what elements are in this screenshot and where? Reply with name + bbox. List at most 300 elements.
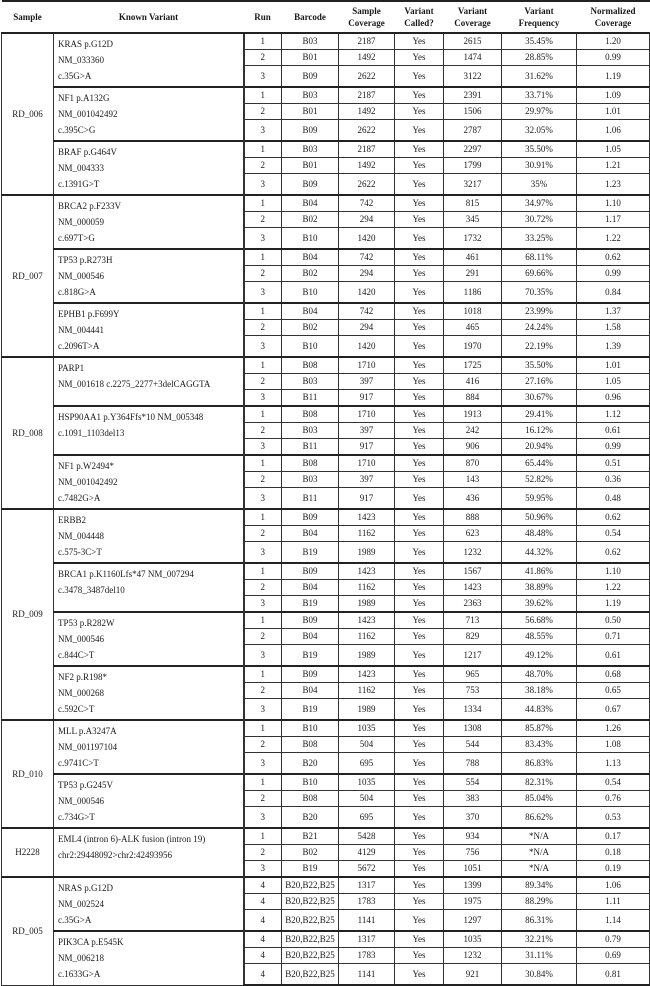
normalized-coverage-cell: 1.39 bbox=[577, 336, 650, 358]
variant-line: c.575-3C>T bbox=[58, 547, 102, 557]
run-cell: 2 bbox=[244, 629, 282, 645]
variant-coverage-cell: 544 bbox=[444, 737, 502, 753]
variant-line: NM_001618 c.2275_2277+3delCAGGTA bbox=[58, 379, 211, 389]
variant-frequency-cell: 48.70% bbox=[502, 666, 577, 683]
known-variant bbox=[54, 774, 244, 828]
variant-line: TP53 p.R282W bbox=[58, 618, 115, 628]
normalized-coverage-cell: 1.22 bbox=[577, 228, 650, 250]
known-variant bbox=[54, 455, 244, 509]
normalized-coverage-cell: 1.26 bbox=[577, 720, 650, 737]
barcode-cell: B20,B22,B25 bbox=[282, 931, 339, 948]
variant-frequency-cell: 68.11% bbox=[502, 249, 577, 266]
variant-called-cell: Yes bbox=[395, 282, 444, 304]
run-cell: 4 bbox=[244, 931, 282, 948]
normalized-coverage-cell: 0.61 bbox=[577, 423, 650, 439]
variant-called-cell: Yes bbox=[395, 612, 444, 629]
normalized-coverage-cell: 0.54 bbox=[577, 526, 650, 542]
variant-called-cell: Yes bbox=[395, 861, 444, 878]
variant-called-cell: Yes bbox=[395, 828, 444, 845]
header-sample-coverage: Sample Coverage bbox=[339, 1, 395, 33]
barcode-cell: B04 bbox=[282, 303, 339, 320]
normalized-coverage-cell: 0.69 bbox=[577, 948, 650, 964]
run-cell: 2 bbox=[244, 791, 282, 807]
normalized-coverage-cell: 0.54 bbox=[577, 774, 650, 791]
sample-coverage-cell: 695 bbox=[339, 753, 395, 775]
sample-coverage-cell: 397 bbox=[339, 472, 395, 488]
barcode-cell: B11 bbox=[282, 390, 339, 407]
sample-coverage-cell: 294 bbox=[339, 320, 395, 336]
known-variant bbox=[54, 195, 244, 249]
variant-coverage-cell: 1567 bbox=[444, 563, 502, 580]
variant-coverage-cell: 623 bbox=[444, 526, 502, 542]
variant-frequency-cell: 69.66% bbox=[502, 266, 577, 282]
run-cell: 2 bbox=[244, 104, 282, 120]
variant-line: c.35G>A bbox=[58, 915, 92, 925]
normalized-coverage-cell: 0.50 bbox=[577, 612, 650, 629]
normalized-coverage-cell: 1.37 bbox=[577, 303, 650, 320]
variant-called-cell: Yes bbox=[395, 542, 444, 564]
table-row bbox=[2, 303, 650, 320]
variant-called-cell: Yes bbox=[395, 964, 444, 986]
run-cell: 2 bbox=[244, 320, 282, 336]
barcode-cell: B10 bbox=[282, 228, 339, 250]
table-row bbox=[2, 828, 650, 845]
sample-coverage-cell: 1420 bbox=[339, 336, 395, 358]
sample-coverage-cell: 1989 bbox=[339, 699, 395, 721]
header-row bbox=[2, 1, 650, 33]
variant-line: chr2:29448092>chr2:42493956 bbox=[58, 850, 173, 860]
barcode-cell: B08 bbox=[282, 406, 339, 423]
variant-called-cell: Yes bbox=[395, 374, 444, 390]
variant-called-cell: Yes bbox=[395, 948, 444, 964]
variant-called-cell: Yes bbox=[395, 807, 444, 829]
variant-frequency-cell: 30.91% bbox=[502, 158, 577, 174]
variant-frequency-cell: 27.16% bbox=[502, 374, 577, 390]
run-cell: 1 bbox=[244, 828, 282, 845]
variant-coverage-cell: 934 bbox=[444, 828, 502, 845]
variant-coverage-cell: 242 bbox=[444, 423, 502, 439]
normalized-coverage-cell: 0.53 bbox=[577, 807, 650, 829]
variant-called-cell: Yes bbox=[395, 249, 444, 266]
variant-coverage-cell: 345 bbox=[444, 212, 502, 228]
variant-frequency-cell: 48.48% bbox=[502, 526, 577, 542]
sample-coverage-cell: 2187 bbox=[339, 33, 395, 50]
variant-coverage-cell: 1051 bbox=[444, 861, 502, 878]
run-cell: 4 bbox=[244, 877, 282, 894]
variant-line: EPHB1 p.F699Y bbox=[58, 309, 120, 319]
variant-frequency-cell: 16.12% bbox=[502, 423, 577, 439]
sample-coverage-cell: 1423 bbox=[339, 509, 395, 526]
run-cell: 2 bbox=[244, 845, 282, 861]
variant-line: c.3478_3487del10 bbox=[58, 585, 125, 595]
known-variant bbox=[54, 612, 244, 666]
variant-frequency-cell: 32.05% bbox=[502, 120, 577, 142]
run-cell: 3 bbox=[244, 228, 282, 250]
run-cell: 2 bbox=[244, 374, 282, 390]
run-cell: 3 bbox=[244, 542, 282, 564]
barcode-cell: B08 bbox=[282, 357, 339, 374]
normalized-coverage-cell: 0.17 bbox=[577, 828, 650, 845]
variant-coverage-cell: 1297 bbox=[444, 910, 502, 932]
variant-line: NM_033360 bbox=[58, 55, 105, 65]
normalized-coverage-cell: 1.13 bbox=[577, 753, 650, 775]
variant-coverage-cell: 370 bbox=[444, 807, 502, 829]
variant-coverage-cell: 1334 bbox=[444, 699, 502, 721]
run-cell: 2 bbox=[244, 423, 282, 439]
table-row bbox=[2, 774, 650, 791]
variant-called-cell: Yes bbox=[395, 320, 444, 336]
variant-frequency-cell: 44.32% bbox=[502, 542, 577, 564]
run-cell: 3 bbox=[244, 807, 282, 829]
sample-id: RD_009 bbox=[2, 509, 54, 720]
variant-line: MLL p.A3247A bbox=[58, 726, 117, 736]
variant-frequency-cell: 30.67% bbox=[502, 390, 577, 407]
sample-coverage-cell: 1989 bbox=[339, 542, 395, 564]
normalized-coverage-cell: 0.76 bbox=[577, 791, 650, 807]
table-row bbox=[2, 141, 650, 158]
table-row bbox=[2, 455, 650, 472]
variant-line: NM_001197104 bbox=[58, 742, 118, 752]
variant-called-cell: Yes bbox=[395, 228, 444, 250]
variant-frequency-cell: 56.68% bbox=[502, 612, 577, 629]
barcode-cell: B09 bbox=[282, 509, 339, 526]
variant-frequency-cell: 88.29% bbox=[502, 894, 577, 910]
variant-coverage-cell: 2787 bbox=[444, 120, 502, 142]
variant-frequency-cell: 86.62% bbox=[502, 807, 577, 829]
variant-frequency-cell: 22.19% bbox=[502, 336, 577, 358]
run-cell: 2 bbox=[244, 50, 282, 66]
variant-line: TP53 p.R273H bbox=[58, 255, 113, 265]
variant-coverage-cell: 1799 bbox=[444, 158, 502, 174]
sample-id: RD_006 bbox=[2, 33, 54, 195]
run-cell: 3 bbox=[244, 861, 282, 878]
variant-called-cell: Yes bbox=[395, 509, 444, 526]
variant-called-cell: Yes bbox=[395, 455, 444, 472]
variant-frequency-cell: *N/A bbox=[502, 845, 577, 861]
variant-frequency-cell: 70.35% bbox=[502, 282, 577, 304]
variant-coverage-cell: 1423 bbox=[444, 580, 502, 596]
variant-line: NM_001042492 bbox=[58, 109, 118, 119]
normalized-coverage-cell: 0.84 bbox=[577, 282, 650, 304]
variant-frequency-cell: 29.41% bbox=[502, 406, 577, 423]
variant-called-cell: Yes bbox=[395, 683, 444, 699]
run-cell: 2 bbox=[244, 472, 282, 488]
variant-line: BRCA1 p.K1160Lfs*47 NM_007294 bbox=[58, 569, 194, 579]
variant-line: c.592C>T bbox=[58, 704, 95, 714]
sample-coverage-cell: 2622 bbox=[339, 66, 395, 88]
sample-coverage-cell: 742 bbox=[339, 195, 395, 212]
variant-called-cell: Yes bbox=[395, 33, 444, 50]
known-variant bbox=[54, 87, 244, 141]
table-row bbox=[2, 666, 650, 683]
normalized-coverage-cell: 0.36 bbox=[577, 472, 650, 488]
variant-line: c.395C>G bbox=[58, 125, 96, 135]
barcode-cell: B01 bbox=[282, 104, 339, 120]
normalized-coverage-cell: 1.19 bbox=[577, 66, 650, 88]
run-cell: 1 bbox=[244, 666, 282, 683]
variant-frequency-cell: 41.86% bbox=[502, 563, 577, 580]
variant-coverage-cell: 1913 bbox=[444, 406, 502, 423]
variant-line: c.697T>G bbox=[58, 233, 95, 243]
sample-coverage-cell: 917 bbox=[339, 439, 395, 456]
variant-frequency-cell: 38.89% bbox=[502, 580, 577, 596]
known-variant bbox=[54, 249, 244, 303]
variant-called-cell: Yes bbox=[395, 336, 444, 358]
run-cell: 4 bbox=[244, 964, 282, 986]
table-body bbox=[2, 33, 650, 985]
variant-coverage-cell: 829 bbox=[444, 629, 502, 645]
variant-coverage-cell: 461 bbox=[444, 249, 502, 266]
variant-coverage-cell: 870 bbox=[444, 455, 502, 472]
variant-coverage-cell: 416 bbox=[444, 374, 502, 390]
variant-line: c.7482G>A bbox=[58, 493, 101, 503]
run-cell: 1 bbox=[244, 87, 282, 104]
normalized-coverage-cell: 0.99 bbox=[577, 50, 650, 66]
run-cell: 3 bbox=[244, 753, 282, 775]
run-cell: 3 bbox=[244, 390, 282, 407]
run-cell: 4 bbox=[244, 894, 282, 910]
variant-coverage-cell: 815 bbox=[444, 195, 502, 212]
barcode-cell: B20,B22,B25 bbox=[282, 894, 339, 910]
barcode-cell: B10 bbox=[282, 720, 339, 737]
run-cell: 1 bbox=[244, 141, 282, 158]
table-row bbox=[2, 877, 650, 894]
variant-coverage-cell: 1035 bbox=[444, 931, 502, 948]
table-row bbox=[2, 720, 650, 737]
variant-frequency-cell: 50.96% bbox=[502, 509, 577, 526]
sample-coverage-cell: 1141 bbox=[339, 910, 395, 932]
variant-frequency-cell: 48.55% bbox=[502, 629, 577, 645]
run-cell: 1 bbox=[244, 195, 282, 212]
variant-line: c.35G>A bbox=[58, 71, 92, 81]
variant-coverage-cell: 1308 bbox=[444, 720, 502, 737]
run-cell: 2 bbox=[244, 158, 282, 174]
variant-called-cell: Yes bbox=[395, 720, 444, 737]
barcode-cell: B10 bbox=[282, 282, 339, 304]
sample-coverage-cell: 294 bbox=[339, 266, 395, 282]
variant-coverage-cell: 1018 bbox=[444, 303, 502, 320]
variant-line: c.2096T>A bbox=[58, 341, 100, 351]
run-cell: 1 bbox=[244, 720, 282, 737]
header-known-variant: Known Variant bbox=[54, 1, 244, 33]
variant-called-cell: Yes bbox=[395, 931, 444, 948]
barcode-cell: B09 bbox=[282, 174, 339, 196]
sample-coverage-cell: 1035 bbox=[339, 774, 395, 791]
run-cell: 3 bbox=[244, 699, 282, 721]
variant-coverage-cell: 3122 bbox=[444, 66, 502, 88]
run-cell: 1 bbox=[244, 303, 282, 320]
run-cell: 3 bbox=[244, 282, 282, 304]
barcode-cell: B20,B22,B25 bbox=[282, 910, 339, 932]
normalized-coverage-cell: 1.22 bbox=[577, 580, 650, 596]
variant-frequency-cell: 83.43% bbox=[502, 737, 577, 753]
variant-line: NM_006218 bbox=[58, 953, 105, 963]
table-row bbox=[2, 612, 650, 629]
run-cell: 2 bbox=[244, 212, 282, 228]
variant-frequency-cell: 38.18% bbox=[502, 683, 577, 699]
variant-line: NF1 p.W2494* bbox=[58, 461, 114, 471]
variant-line: NM_000268 bbox=[58, 688, 105, 698]
variant-called-cell: Yes bbox=[395, 526, 444, 542]
sample-coverage-cell: 294 bbox=[339, 212, 395, 228]
variant-coverage-cell: 906 bbox=[444, 439, 502, 456]
variant-coverage-cell: 756 bbox=[444, 845, 502, 861]
variant-coverage-cell: 1970 bbox=[444, 336, 502, 358]
sample-coverage-cell: 1492 bbox=[339, 158, 395, 174]
variant-line: NF1 p.A132G bbox=[58, 93, 110, 103]
variant-line: KRAS p.G12D bbox=[58, 39, 114, 49]
variant-line: NM_000546 bbox=[58, 271, 105, 281]
variant-line: NM_001042492 bbox=[58, 477, 118, 487]
variant-frequency-cell: 44.83% bbox=[502, 699, 577, 721]
normalized-coverage-cell: 1.23 bbox=[577, 174, 650, 196]
normalized-coverage-cell: 0.68 bbox=[577, 666, 650, 683]
known-variant bbox=[54, 666, 244, 720]
run-cell: 2 bbox=[244, 683, 282, 699]
run-cell: 3 bbox=[244, 120, 282, 142]
sample-coverage-cell: 1423 bbox=[339, 563, 395, 580]
sample-coverage-cell: 917 bbox=[339, 488, 395, 510]
run-cell: 2 bbox=[244, 580, 282, 596]
variant-frequency-cell: 85.87% bbox=[502, 720, 577, 737]
normalized-coverage-cell: 0.19 bbox=[577, 861, 650, 878]
variant-line: HSP90AA1 p.Y364Ffs*10 NM_005348 bbox=[58, 412, 204, 422]
sample-coverage-cell: 1423 bbox=[339, 666, 395, 683]
barcode-cell: B03 bbox=[282, 374, 339, 390]
variant-line: NRAS p.G12D bbox=[58, 883, 114, 893]
variant-called-cell: Yes bbox=[395, 472, 444, 488]
variant-called-cell: Yes bbox=[395, 596, 444, 613]
variant-frequency-cell: 32.21% bbox=[502, 931, 577, 948]
barcode-cell: B09 bbox=[282, 120, 339, 142]
barcode-cell: B02 bbox=[282, 212, 339, 228]
variant-coverage-cell: 753 bbox=[444, 683, 502, 699]
known-variant bbox=[54, 877, 244, 931]
sample-coverage-cell: 2622 bbox=[339, 174, 395, 196]
sample-coverage-cell: 1710 bbox=[339, 357, 395, 374]
variant-coverage-cell: 291 bbox=[444, 266, 502, 282]
known-variant bbox=[54, 303, 244, 357]
variant-called-cell: Yes bbox=[395, 629, 444, 645]
run-cell: 2 bbox=[244, 526, 282, 542]
normalized-coverage-cell: 0.62 bbox=[577, 542, 650, 564]
variant-frequency-cell: 89.34% bbox=[502, 877, 577, 894]
variant-coverage-cell: 921 bbox=[444, 964, 502, 986]
barcode-cell: B19 bbox=[282, 542, 339, 564]
variant-frequency-cell: 35.45% bbox=[502, 33, 577, 50]
barcode-cell: B09 bbox=[282, 563, 339, 580]
variant-coverage-cell: 436 bbox=[444, 488, 502, 510]
variant-frequency-cell: 24.24% bbox=[502, 320, 577, 336]
sample-coverage-cell: 917 bbox=[339, 390, 395, 407]
normalized-coverage-cell: 0.71 bbox=[577, 629, 650, 645]
variant-called-cell: Yes bbox=[395, 406, 444, 423]
variant-called-cell: Yes bbox=[395, 120, 444, 142]
variant-frequency-cell: 65.44% bbox=[502, 455, 577, 472]
sample-coverage-cell: 1162 bbox=[339, 580, 395, 596]
sample-coverage-cell: 1141 bbox=[339, 964, 395, 986]
barcode-cell: B02 bbox=[282, 845, 339, 861]
barcode-cell: B01 bbox=[282, 50, 339, 66]
barcode-cell: B04 bbox=[282, 580, 339, 596]
variant-frequency-cell: 39.62% bbox=[502, 596, 577, 613]
table-row bbox=[2, 357, 650, 374]
variant-called-cell: Yes bbox=[395, 580, 444, 596]
normalized-coverage-cell: 0.61 bbox=[577, 645, 650, 667]
known-variant bbox=[54, 357, 244, 406]
normalized-coverage-cell: 1.14 bbox=[577, 910, 650, 932]
variant-line: TP53 p.G245V bbox=[58, 780, 114, 790]
barcode-cell: B20,B22,B25 bbox=[282, 877, 339, 894]
variant-line: c.1391G>T bbox=[58, 179, 100, 189]
variant-coverage-cell: 965 bbox=[444, 666, 502, 683]
sample-coverage-cell: 397 bbox=[339, 423, 395, 439]
sample-coverage-cell: 1162 bbox=[339, 629, 395, 645]
run-cell: 1 bbox=[244, 612, 282, 629]
variant-called-cell: Yes bbox=[395, 894, 444, 910]
known-variant bbox=[54, 931, 244, 985]
variant-called-cell: Yes bbox=[395, 158, 444, 174]
variant-called-cell: Yes bbox=[395, 104, 444, 120]
variant-coverage-cell: 2363 bbox=[444, 596, 502, 613]
barcode-cell: B09 bbox=[282, 612, 339, 629]
sample-coverage-cell: 1710 bbox=[339, 455, 395, 472]
variant-called-cell: Yes bbox=[395, 774, 444, 791]
variant-frequency-cell: 35.50% bbox=[502, 141, 577, 158]
variant-called-cell: Yes bbox=[395, 910, 444, 932]
variant-coverage-cell: 1217 bbox=[444, 645, 502, 667]
sample-coverage-cell: 504 bbox=[339, 737, 395, 753]
variant-called-cell: Yes bbox=[395, 563, 444, 580]
sample-coverage-cell: 1317 bbox=[339, 931, 395, 948]
run-cell: 2 bbox=[244, 266, 282, 282]
variant-frequency-cell: 29.97% bbox=[502, 104, 577, 120]
run-cell: 1 bbox=[244, 563, 282, 580]
barcode-cell: B20,B22,B25 bbox=[282, 964, 339, 986]
barcode-cell: B20 bbox=[282, 753, 339, 775]
variant-frequency-cell: 52.82% bbox=[502, 472, 577, 488]
variant-coverage-cell: 1506 bbox=[444, 104, 502, 120]
table-row bbox=[2, 249, 650, 266]
normalized-coverage-cell: 0.99 bbox=[577, 266, 650, 282]
normalized-coverage-cell: 1.05 bbox=[577, 374, 650, 390]
variant-coverage-cell: 2391 bbox=[444, 87, 502, 104]
normalized-coverage-cell: 0.18 bbox=[577, 845, 650, 861]
variant-line: NM_004441 bbox=[58, 325, 105, 335]
barcode-cell: B03 bbox=[282, 141, 339, 158]
sample-coverage-cell: 1035 bbox=[339, 720, 395, 737]
variant-called-cell: Yes bbox=[395, 753, 444, 775]
barcode-cell: B08 bbox=[282, 737, 339, 753]
sample-coverage-cell: 4129 bbox=[339, 845, 395, 861]
sample-coverage-cell: 1783 bbox=[339, 948, 395, 964]
variant-called-cell: Yes bbox=[395, 66, 444, 88]
barcode-cell: B11 bbox=[282, 439, 339, 456]
barcode-cell: B01 bbox=[282, 158, 339, 174]
known-variant bbox=[54, 33, 244, 87]
variant-coverage-cell: 1186 bbox=[444, 282, 502, 304]
barcode-cell: B04 bbox=[282, 249, 339, 266]
variant-frequency-cell: 35% bbox=[502, 174, 577, 196]
header-sample: Sample bbox=[2, 1, 54, 33]
barcode-cell: B09 bbox=[282, 66, 339, 88]
normalized-coverage-cell: 0.99 bbox=[577, 439, 650, 456]
normalized-coverage-cell: 1.20 bbox=[577, 33, 650, 50]
variant-frequency-cell: 30.84% bbox=[502, 964, 577, 986]
variant-frequency-cell: 59.95% bbox=[502, 488, 577, 510]
variant-called-cell: Yes bbox=[395, 390, 444, 407]
barcode-cell: B03 bbox=[282, 87, 339, 104]
